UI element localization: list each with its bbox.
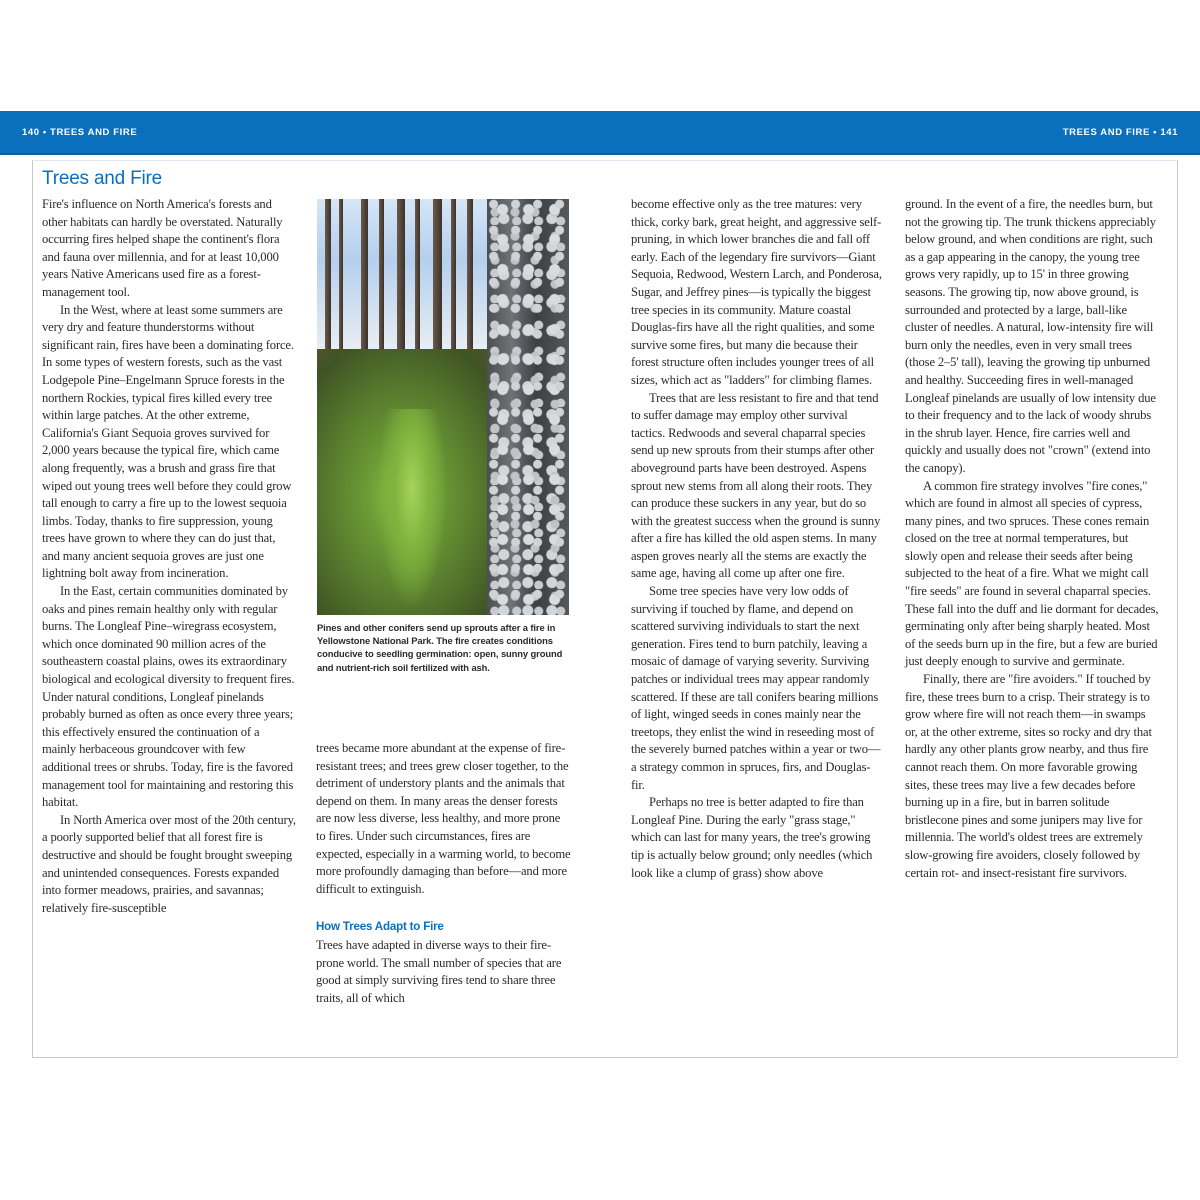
photo-sky (317, 199, 502, 349)
paragraph: Trees that are less resistant to fire and that tend to suffer damage may employ other survival tactics. Redwoods and several chaparral species send up new sprouts from their stumps after other aboveground parts have been destroyed. Aspens sprout new stems from all along their roots. They can produce these suckers in any year, but do so with the greatest success when the ground is sunny after a fire has killed the old aspen stems. In many aspen groves nearly all the stems are exactly the same age, having all come up after one fire. (631, 390, 881, 581)
pine-seedling (377, 409, 447, 609)
text-column-2 (316, 740, 572, 1007)
text-column-3 (631, 196, 883, 882)
burned-trunk (339, 199, 343, 369)
article-title: Trees and Fire (42, 168, 163, 189)
burned-trunk (397, 199, 405, 369)
paragraph: Some tree species have very low odds of surviving if touched by flame, and depend on scattered surviving individuals to start the next generation. Fires tend to burn patchily, leaving a mosaic of damage of varying severity. Surviving patches or individual trees may appear randomly scattered. If these are tall conifers bearing millions of light, winged seeds in cones mainly near the treetops, they enlist the wind in reseeding most of the severely burned patches within a year or two—a strategy common in spruces, firs, and Douglas-fir. (631, 584, 881, 792)
text-column-4 (905, 196, 1159, 882)
paragraph: Perhaps no tree is better adapted to fire than Longleaf Pine. During the early "grass stage," which can last for many years, the tree's growing tip is actually below ground; only needles (which look like a clump of grass) show above (631, 795, 873, 880)
section-subheading: How Trees Adapt to Fire (316, 920, 444, 934)
burned-trunk (325, 199, 331, 369)
yellowstone-sprout-photo (317, 199, 569, 615)
paragraph: trees became more abundant at the expense of fire-resistant trees; and trees grew closer together, to the detriment of understory plants and the animals that depend on them. In many areas the denser forests are now less diverse, less healthy, and more prone to fires. Under such circumstances, fires are expected, especially in a warming world, to become more profoundly damaging than before—and more difficult to extinguish. (316, 741, 571, 896)
paragraph: Fire's influence on North America's forests and other habitats can hardly be overstated. Naturally occurring fires helped shape the continent's flora and fauna over millennia, and for at least 10,000 years Native Americans used fire as a forest-management tool. (42, 197, 283, 299)
burned-trunk (467, 199, 473, 369)
burned-trunk (433, 199, 442, 369)
right-page-folio: TREES AND FIRE • 141 (1062, 127, 1178, 138)
burned-trunk (361, 199, 368, 369)
text-column-1 (42, 196, 296, 917)
paragraph: ground. In the event of a fire, the needles burn, but not the growing tip. The trunk thickens appreciably below ground, and when conditions are right, such as a gap appearing in the canopy, the young tree grows very rapidly, up to 15' in three growing seasons. The growing tip, now above ground, is surrounded and protected by a large, ball-like cluster of needles. A natural, low-intensity fire will burn only the needles, even in very small trees (those 2–5' tall), leaving the growing tip unburned and healthy. Succeeding fires in well-managed Longleaf pinelands are usually of low intensity due to their frequency and to the lack of woody shrubs in the shrub layer. Hence, fire carries well and quickly and usually does not "crown" (extend into the canopy). (905, 197, 1156, 475)
running-header-bar (0, 111, 1200, 155)
burned-trunk (415, 199, 420, 369)
photo-caption: Pines and other conifers send up sprouts after a fire in Yellowstone National Park. The fire creates conditions conducive to seedling germination: open, sunny ground and nutrient-rich soil fertilized with ash. (317, 622, 563, 673)
paragraph: Trees have adapted in diverse ways to their fire-prone world. The small number of species that are good at simply surviving fires tend to share three traits, all of which (316, 937, 562, 1005)
paragraph: A common fire strategy involves "fire cones," which are found in almost all species of cypress, many pines, and two spruces. These cones remain closed on the tree at normal temperatures, but slowly open and release their seeds after being subjected to the heat of a fire. What we might call "fire seeds" are found in several chaparral species. These fall into the duff and lie dormant for decades, germinating only after being sharply heated. Most of the seeds burn up in the fire, but a few are buried just deeply enough to survive and germinate. (905, 478, 1159, 669)
burned-trunk (451, 199, 456, 369)
paragraph: In the West, where at least some summers are very dry and feature thunderstorms without significant rain, fires have been a dominating force. In some types of western forests, such as the vast Lodgepole Pine–Engelmann Spruce forests in the northern Rockies, typical fires killed every tree within large patches. At the other extreme, California's Giant Sequoia groves survived for 2,000 years because the typical fire, which came along frequently, was a brush and grass fire that wiped out young trees well before they could grow tall enough to carry a fire up to the lowest sequoia limbs. Today, thanks to fire suppression, young trees have grown to where they can do just that, and many ancient sequoia groves are just one lightning bolt away from incineration. (42, 302, 294, 581)
paragraph: In North America over most of the 20th century, a poorly supported belief that all forest fire is destructive and should be fought brought sweeping and unintended consequences. Forests expanded into former meadows, prairies, and savannas; relatively fire-susceptible (42, 812, 296, 915)
paragraph: become effective only as the tree matures: very thick, corky bark, great height, and aggressive self-pruning, in which lower branches die and fall off early. Each of the legendary fire survivors—Giant Sequoia, Redwood, Western Larch, and Ponderosa, Sugar, and Jeffrey pines—is typically the biggest tree species in its community. Mature coastal Douglas-firs have all the right qualities, and some survive some fires, but many die because their forest structure often includes younger trees of all sizes, which act as "ladders" for climbing flames. (631, 197, 882, 387)
left-page-folio: 140 • TREES AND FIRE (22, 127, 138, 138)
charred-tree-trunk (487, 199, 569, 615)
burned-trunk (379, 199, 384, 369)
paragraph: Finally, there are "fire avoiders." If touched by fire, these trees burn to a crisp. Their strategy is to grow where fire will not reach them—in swamps or, at the other extreme, sites so rocky and dry that hardly any other plants grow nearby, and thus fire cannot reach them. On more favorable growing sites, these trees may live a few decades before burning up in a fire, but in barren solitude bristlecone pines and some junipers may live for millennia. The world's oldest trees are extremely slow-growing fire avoiders, closely followed by certain rot- and insect-resistant fire survivors. (905, 672, 1152, 880)
paragraph: In the East, certain communities dominated by oaks and pines remain healthy only with regular burns. The Longleaf Pine–wiregrass ecosystem, which once dominated 90 million acres of the southeastern coastal plains, owes its extraordinary biological and ecological diversity to frequent fires. Under natural conditions, Longleaf pinelands probably burned as often as once every three years; this effectively ensured the continuation of a mainly herbaceous groundcover with few additional trees or shrubs. Today, fire is the favored management tool for maintaining and restoring this habitat. (42, 584, 295, 810)
